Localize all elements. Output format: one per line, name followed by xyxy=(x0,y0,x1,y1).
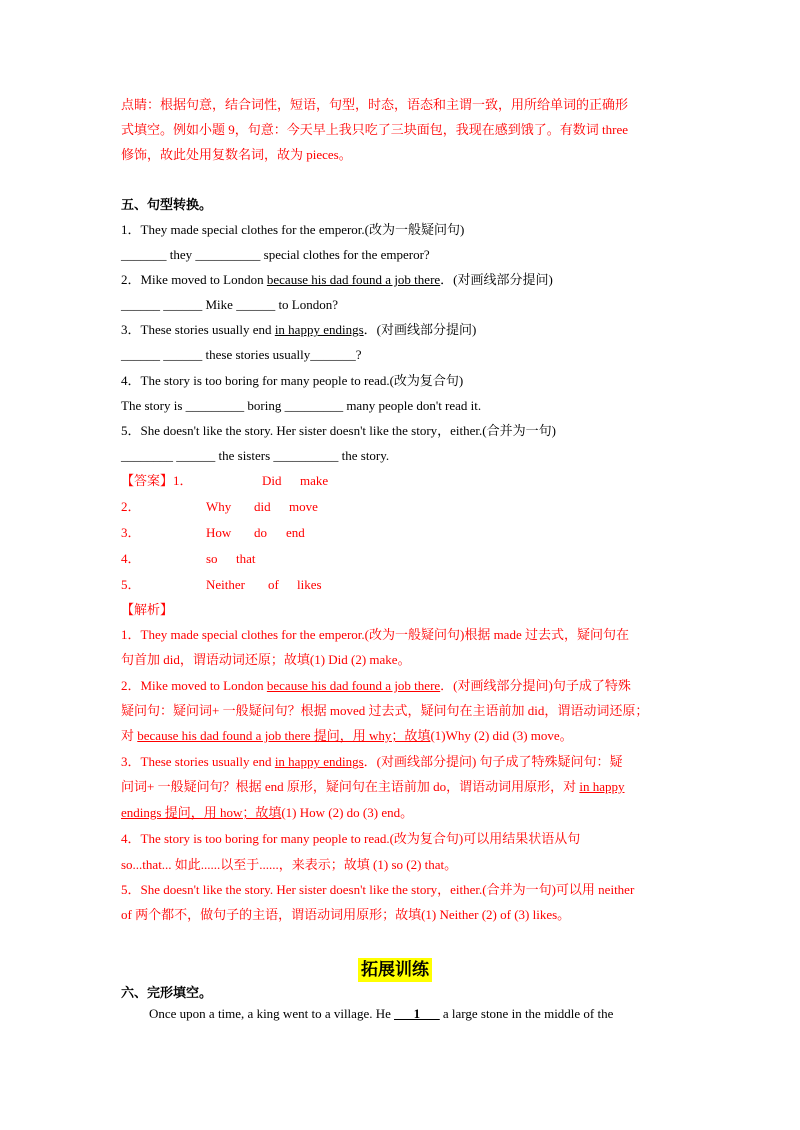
analysis-3-line-2 xyxy=(121,778,625,796)
question-2-post: ．(对画线部分提问) xyxy=(440,272,553,287)
analysis-3-c-underlined: endings 提问，用 how；故填 xyxy=(121,805,282,820)
question-4-blanks: The story is _________ boring _________ many people don't read it. xyxy=(121,398,482,413)
extension-title: 拓展训练 xyxy=(358,958,432,982)
analysis-label: 【解析】 xyxy=(121,602,174,617)
analysis-3-b-pre: 问词+ 一般疑问句？根据 end 原形，疑问句在主语前加 do，谓语动词用原形，对 xyxy=(121,779,580,794)
question-3-underlined: in happy endings xyxy=(274,322,364,337)
question-5-blanks: ________ ______ the sisters __________ the story. xyxy=(121,448,390,463)
cloze-passage-pre: Once upon a time, a king went to a village. He xyxy=(149,1006,395,1021)
answer-3-a: How xyxy=(206,525,232,540)
analysis-2-c-underlined: because his dad found a job there 提问，用 why；故填 xyxy=(137,728,431,743)
tip-line-1: 点睛：根据句意，结合词性，短语，句型，时态，语态和主谓一致，用所给单词的正确形 xyxy=(121,97,629,112)
answer-1-a: Did xyxy=(262,473,282,488)
analysis-2-post: ．(对画线部分提问)句子成了特殊 xyxy=(440,678,631,693)
answer-4-num: 4． xyxy=(121,551,141,566)
answer-5-c: likes xyxy=(297,577,322,592)
analysis-2-underlined: because his dad found a job there xyxy=(266,678,441,693)
answer-2-num: 2． xyxy=(121,499,141,514)
tip-line-2: 式填空。例如小题 9，句意：今天早上我只吃了三块面包，我现在感到饿了。有数词 three xyxy=(121,122,628,137)
section-6-heading: 六、完形填空。 xyxy=(121,985,213,1000)
analysis-3-c-post: (1) How (2) do (3) end。 xyxy=(281,805,414,820)
question-1-blanks: _______ they __________ special clothes for the emperor? xyxy=(121,247,430,262)
answer-3-b: do xyxy=(254,525,267,540)
cloze-passage-post: a large stone in the middle of the xyxy=(439,1006,614,1021)
analysis-2-line-2: 疑问句：疑问词+ 一般疑问句？根据 moved 过去式，疑问句在主语前加 did，谓语动词还原； xyxy=(121,703,649,718)
answer-2-b: did xyxy=(254,499,271,514)
question-2-blanks: ______ ______ Mike ______ to London? xyxy=(121,297,339,312)
answer-4-b: that xyxy=(236,551,256,566)
analysis-3-post: ．(对画线部分提问) 句子成了特殊疑问句：疑 xyxy=(363,754,623,769)
analysis-1-line-1: 1．They made special clothes for the emperor.(改为一般疑问句)根据 made 过去式，疑问句在 xyxy=(121,627,629,642)
analysis-2-c-pre: 对 xyxy=(121,728,138,743)
question-1: 1．They made special clothes for the emperor.(改为一般疑问句) xyxy=(121,222,465,237)
question-3 xyxy=(121,321,476,339)
answer-3-c: end xyxy=(286,525,305,540)
answer-5-a: Neither xyxy=(206,577,245,592)
answer-2-a: Why xyxy=(206,499,232,514)
question-2-pre: 2．Mike moved to London xyxy=(121,272,267,287)
analysis-3-line-3 xyxy=(121,804,413,822)
question-4: 4．The story is too boring for many people to read.(改为复合句) xyxy=(121,373,464,388)
analysis-3-underlined: in happy endings xyxy=(274,754,364,769)
analysis-2-line-1 xyxy=(121,677,631,695)
answer-5-b: of xyxy=(268,577,279,592)
question-3-pre: 3．These stories usually end xyxy=(121,322,275,337)
analysis-5-line-1: 5．She doesn't like the story. Her sister doesn't like the story，either.(合并为一句)可以用 neither xyxy=(121,882,635,897)
cloze-blank-1: ___1___ xyxy=(394,1006,440,1021)
answer-1-b: make xyxy=(300,473,329,488)
analysis-3-b-underlined: in happy xyxy=(579,779,625,794)
question-3-post: ．(对画线部分提问) xyxy=(363,322,477,337)
analysis-2-line-3 xyxy=(121,727,573,745)
question-5: 5．She doesn't like the story. Her sister doesn't like the story，either.(合并为一句) xyxy=(121,423,556,438)
question-2-underlined: because his dad found a job there xyxy=(266,272,441,287)
answer-3-num: 3． xyxy=(121,525,141,540)
analysis-3-line-1 xyxy=(121,753,623,771)
analysis-2-c-post: (1)Why (2) did (3) move。 xyxy=(430,728,573,743)
answer-2-c: move xyxy=(289,499,318,514)
analysis-4-line-1: 4．The story is too boring for many people to read.(改为复合句)可以用结果状语从句 xyxy=(121,831,581,846)
answer-5-num: 5． xyxy=(121,577,141,592)
section-5-heading: 五、句型转换。 xyxy=(121,197,213,212)
tip-line-3: 修饰，故此处用复数名词，故为 pieces。 xyxy=(121,147,352,162)
cloze-passage-line-1 xyxy=(149,1005,613,1023)
analysis-1-line-2: 句首加 did，谓语动词还原；故填(1) Did (2) make。 xyxy=(121,652,411,667)
question-2 xyxy=(121,271,553,289)
question-3-blanks: ______ ______ these stories usually_______? xyxy=(121,347,362,362)
analysis-5-line-2: of 两个都不，做句子的主语，谓语动词用原形；故填(1) Neither (2) of (3) likes。 xyxy=(121,907,571,922)
analysis-3-pre: 3．These stories usually end xyxy=(121,754,275,769)
analysis-2-pre: 2．Mike moved to London xyxy=(121,678,267,693)
answer-label: 【答案】1． xyxy=(121,473,193,488)
answer-4-a: so xyxy=(206,551,218,566)
analysis-4-line-2: so...that... 如此......以至于......，来表示；故填 (1) so (2) that。 xyxy=(121,857,458,872)
